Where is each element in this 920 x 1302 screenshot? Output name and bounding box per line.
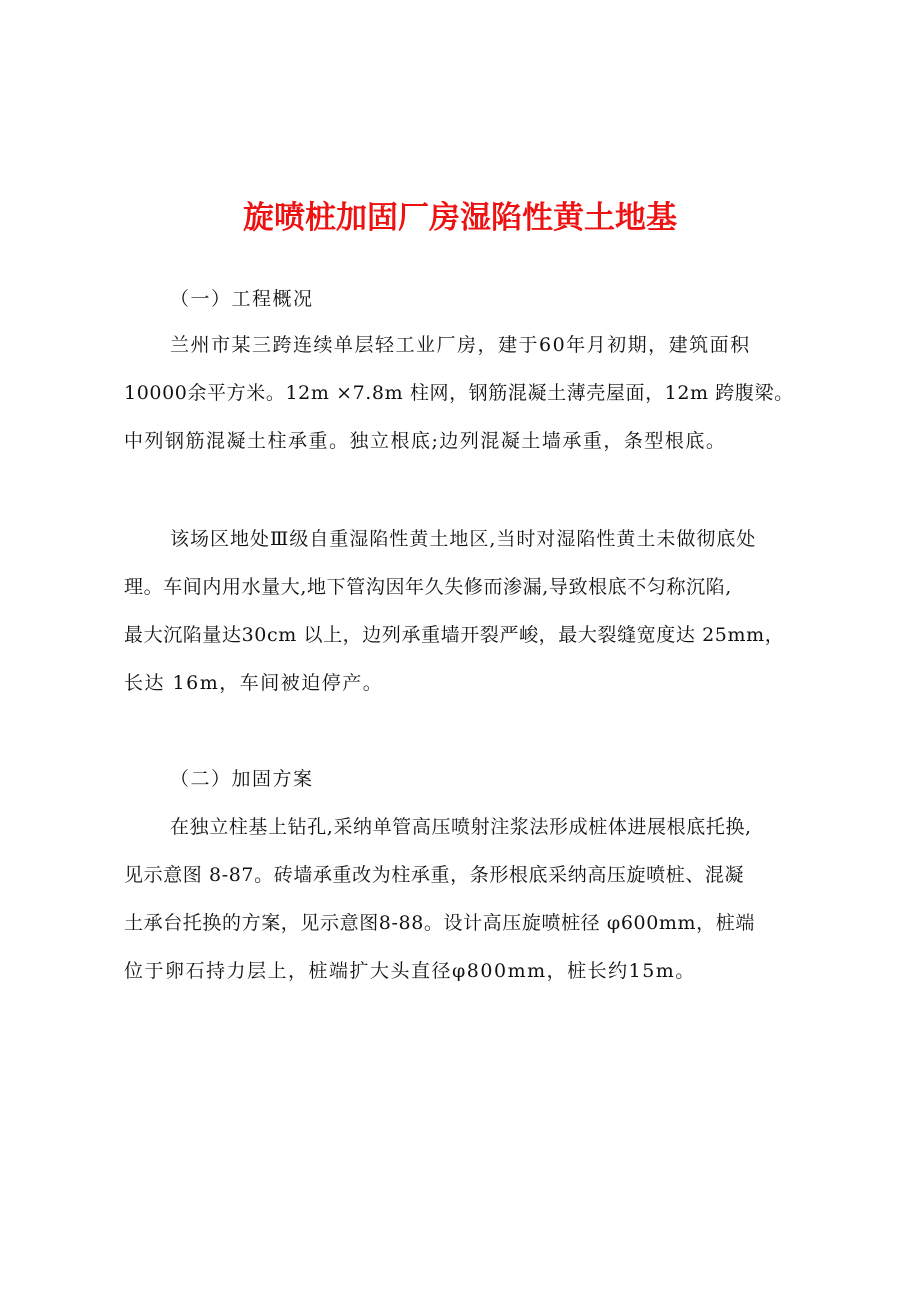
paragraph-line: 在独立柱基上钻孔,采纳单管高压喷射注浆法形成桩体进展根底托换, [170,816,752,838]
paragraph-line: 兰州市某三跨连续单层轻工业厂房，建于60年月初期，建筑面积 [170,334,751,356]
paragraph-line: 土承台托换的方案，见示意图8-88。设计高压旋喷桩径 φ600mm，桩端 [124,912,755,934]
paragraph-line: 中列钢筋混凝土柱承重。独立根底;边列混凝土墙承重，条型根底。 [124,430,727,452]
section-heading: （二）加固方案 [170,768,314,790]
paragraph-line: 该场区地处Ⅲ级自重湿陷性黄土地区,当时对湿陷性黄土未做彻底处 [170,528,757,550]
paragraph-line: 长达 16m，车间被迫停产。 [124,672,384,694]
paragraph-line: 见示意图 8-87。砖墙承重改为柱承重，条形根底采纳高压旋喷桩、混凝 [124,864,745,886]
section-heading: （一）工程概况 [170,288,314,310]
document-title: 旋喷桩加固厂房湿陷性黄土地基 [243,200,677,236]
paragraph-line: 最大沉陷量达30cm 以上，边列承重墙开裂严峻，最大裂缝宽度达 25mm， [124,624,785,646]
paragraph-line: 10000余平方米。12m ×7.8m 柱网，钢筋混凝土薄壳屋面，12m 跨腹梁。 [124,382,794,404]
paragraph-line: 理。车间内用水量大,地下管沟因年久失修而渗漏,导致根底不匀称沉陷, [124,576,732,598]
paragraph-line: 位于卵石持力层上，桩端扩大头直径φ800mm，桩长约15m。 [124,960,696,982]
